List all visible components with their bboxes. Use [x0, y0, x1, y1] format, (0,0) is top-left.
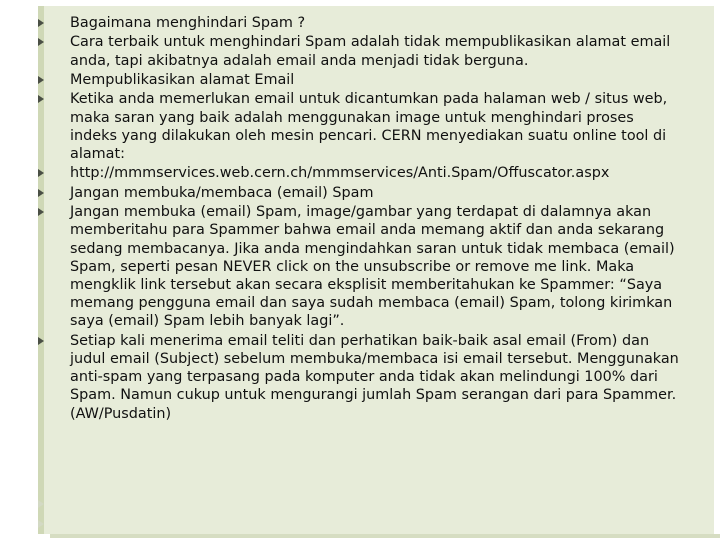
- bullet-text: Bagaimana menghindari Spam ?: [70, 15, 306, 31]
- triangle-bullet-icon: [38, 19, 44, 27]
- list-item: [68, 184, 684, 202]
- triangle-bullet-icon: [38, 337, 44, 345]
- bullet-text: Ketika anda memerlukan email untuk dicantumkan pada halaman web / situs web, maka saran yang baik adalah menggunakan image untuk menghindari proses indeks yang dilakukan oleh mesin pencari. CERN menyediakan suatu online tool di alamat:: [70, 91, 668, 162]
- bullet-text: http://mmmservices.web.cern.ch/mmmservices/Anti.Spam/Offuscator.aspx: [70, 165, 610, 182]
- empty-bullet-icon: [38, 500, 44, 508]
- empty-bullet-icon: [38, 520, 44, 528]
- list-item: [68, 332, 684, 423]
- bullet-text: Cara terbaik untuk menghindari Spam adalah tidak mempublikasikan alamat email anda, tapi akibatnya adalah email anda menjadi tidak berguna.: [70, 34, 671, 69]
- list-item: [68, 71, 684, 89]
- bullet-list: [68, 14, 684, 424]
- triangle-bullet-icon: [38, 169, 44, 177]
- triangle-bullet-icon: [38, 208, 44, 216]
- list-item: [68, 203, 684, 330]
- triangle-bullet-icon: [38, 38, 44, 46]
- list-item: [68, 164, 684, 182]
- triangle-bullet-icon: [38, 189, 44, 197]
- list-item: [68, 90, 684, 163]
- bullet-text: Mempublikasikan alamat Email: [70, 71, 295, 88]
- bullet-text: Jangan membuka (email) Spam, image/gambar yang terdapat di dalamnya akan memberitahu para Spammer bahwa email anda memang aktif dan anda sekarang sedang membacanya. Jika anda mengindahkan saran untuk tidak membaca (email) Spam, seperti pesan NEVER click on the unsubscribe or remove me link. Maka mengklik link tersebut akan secara eksplisit memberitahukan ke Spammer: “Saya memang pengguna email dan saya sudah membaca (email) Spam, tolong kirimkan saya (email) Spam lebih banyak lagi”.: [70, 204, 675, 330]
- bullet-text: Setiap kali menerima email teliti dan perhatikan baik-baik asal email (From) dan judul email (Subject) sebelum membuka/membaca isi email tersebut. Menggunakan anti-spam yang terpasang pada komputer anda tidak akan melindungi 100% dari Spam. Namun cukup untuk mengurangi jumlah Spam serangan dari para Spammer. (AW/Pusdatin): [70, 332, 679, 422]
- list-item: [68, 33, 684, 69]
- list-item: [68, 14, 684, 32]
- triangle-bullet-icon: [38, 95, 44, 103]
- triangle-bullet-icon: [38, 76, 44, 84]
- bullet-text: Jangan membuka/membaca (email) Spam: [70, 184, 374, 201]
